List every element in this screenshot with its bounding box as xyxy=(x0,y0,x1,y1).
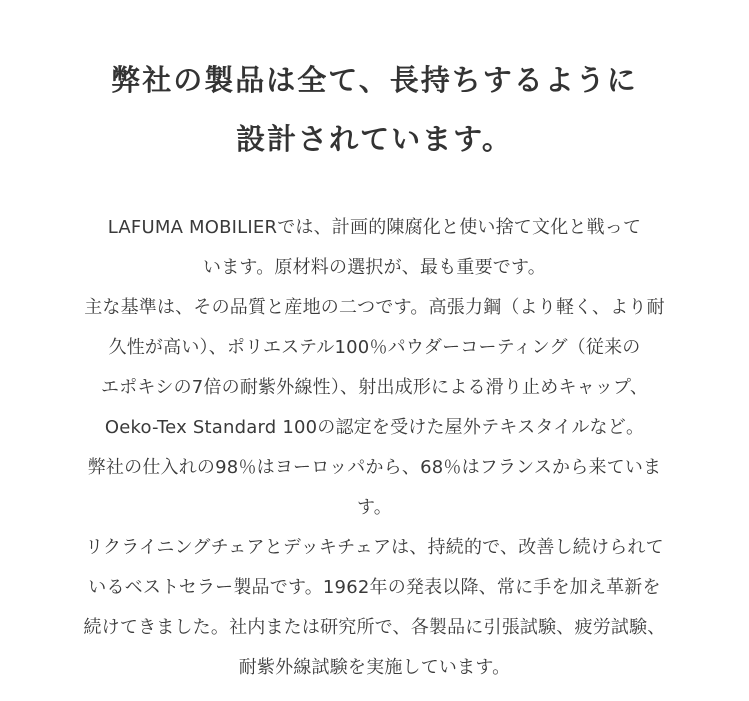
body-line-9: リクライニングチェアとデッキチェアは、持続的で、改善し続けられて xyxy=(85,537,664,558)
body-line-7: 弊社の仕入れの98％はヨーロッパから、68％はフランスから来ていま xyxy=(87,457,662,478)
body-line-10: いるベストセラー製品です。1962年の発表以降、常に手を加え革新を xyxy=(88,577,661,598)
heading-line-2: 設計されています。 xyxy=(236,122,513,156)
body-line-4: 久性が高い）、ポリエステル100％パウダーコーティング（従来の xyxy=(108,337,641,358)
body-line-6: Oeko-Tex Standard 100の認定を受けた屋外テキスタイルなど。 xyxy=(104,417,645,438)
body-line-12: 耐紫外線試験を実施しています。 xyxy=(238,657,511,678)
body-line-8: す。 xyxy=(357,497,392,518)
body-line-3: 主な基準は、その品質と産地の二つです。高張力鋼（より軽く、より耐 xyxy=(84,297,665,318)
body-line-5: エポキシの7倍の耐紫外線性）、射出成形による滑り止めキャップ、 xyxy=(100,377,649,398)
heading-line-1: 弊社の製品は全て、長持ちするように xyxy=(111,63,638,97)
body-line-1: LAFUMA MOBILIERでは、計画的陳腐化と使い捨て文化と戦って xyxy=(107,217,642,238)
body-line-2: います。原材料の選択が、最も重要です。 xyxy=(203,257,546,278)
body-line-11: 続けてきました。社内または研究所で、各製品に引張試験、疲労試験、 xyxy=(83,617,666,638)
